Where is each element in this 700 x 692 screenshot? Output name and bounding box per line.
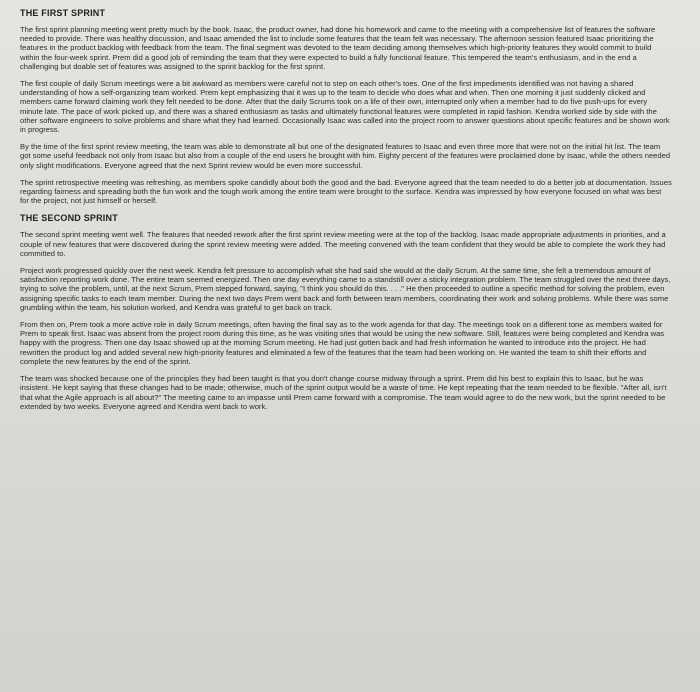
paragraph: The second sprint meeting went well. The features that needed rework after the first sprint review meeting were at the top of the backlog. Isaac made appropriate adjustments in priorities, and a couple of new features that were discovered during the sprint review meeting were added. The meeting convened with the team confident that they would be able to complete the work they had committed to. <box>20 230 666 258</box>
section-heading-first-sprint: THE FIRST SPRINT <box>20 8 106 18</box>
paragraph: From then on, Prem took a more active role in daily Scrum meetings, often having the final say as to the work agenda for that day. The meetings took on a different tone as members waited for Prem to speak first. Isaac was absent from the project room during this time, as he was visiting sites that would be using the new software. Still, features were being completed and Kendra was happy with the progress. Then one day Isaac showed up at the morning Scrum meeting. He had just gotten back and had fresh information he wanted to introduce into the project. He had rewritten the product log and added several new high-priority features and eliminated a few of the features that the team had been working on. He wanted the team to shift their efforts and complete the new features by the end of the sprint. <box>20 320 665 366</box>
paragraph: The first couple of daily Scrum meetings were a bit awkward as members were careful not to step on each other's toes. One of the first impediments identified was not having a shared understanding of how a self-organizing team worked. Prem kept emphasizing that it was up to the team to decide who does what and when. Then one morning it just suddenly clicked and members came forward claiming work they felt needed to be done. After that the daily Scrums took on a life of their own, interrupted only when a member had to do five push-ups for every minute late. The pace of work picked up, and there was a shared enthusiasm as tasks and ultimately functional features were completed in rapid fashion. Kendra worked side by side with the other software engineers to solve problems and share what they had learned. Occasionally Isaac was called into the project room to answer questions about specific features and be shown work in progress. <box>20 79 670 135</box>
paragraph: By the time of the first sprint review meeting, the team was able to demonstrate all but one of the designated features to Isaac and even three more that were not on the initial hit list. The team got some useful feedback not only from Isaac but also from a couple of the end users he brought with him. Eighty percent of the features were proclaimed done by Isaac, while the others needed only slight modifications. Everyone agreed that the next Sprint review would be even more successful. <box>20 142 671 170</box>
paragraph: Project work progressed quickly over the next week. Kendra felt pressure to accomplish what she had said she would at the daily Scrum. At the same time, she felt a tremendous amount of satisfaction reporting work done. The entire team seemed energized. Then one day everything came to a standstill over a sticky integration problem. The team struggled over the next three days, trying to solve the problem, until, at the next Scrum, Prem stepped forward, saying, "I think you should do this. . . ." He then proceeded to outline a specific method for solving the problem, even assigning specific tasks to each team member. During the next two days Prem went back and forth between team members, coordinating their work and solving problems. While there was some grumbling within the team, his solution worked, and Kendra was grateful to get back on track. <box>20 266 671 312</box>
paragraph: The sprint retrospective meeting was refreshing, as members spoke candidly about both the good and the bad. Everyone agreed that the team needed to do a better job at documentation. Issues regarding fairness and spreading both the fun work and the tough work among the entire team were brought to the surface. Kendra was impressed by how everyone focused on what was best for the project, not just himself or herself. <box>20 177 672 206</box>
paragraph: The first sprint planning meeting went pretty much by the book. Isaac, the product owner, had done his homework and came to the meeting with a comprehensive list of features the software needed to provide. There was healthy discussion, and Isaac amended the list to include some features that the team felt was necessary. The afternoon session featured Isaac prioritizing the features in the product backlog with feedback from the team. The final segment was devoted to the team deciding among themselves which high-priority features they would commit to build within the four-week sprint. Prem did a good job of reminding the team that they were expected to build a fully functional feature. This tempered the team's enthusiasm, and in the end a challenging but doable set of features was assigned to the sprint backlog for the first sprint. <box>20 25 656 71</box>
paragraph: The team was shocked because one of the principles they had been taught is that you don't change course midway through a sprint. Prem did his best to explain this to Isaac, but he was insistent. He kept saying that these changes had to be made; otherwise, much of the sprint output would be a waste of time. He kept repeating that the team needed to be flexible. "After all, isn't that what the Agile approach is all about?" The meeting came to an impasse until Prem came forward with a compromise. The team would agree to do the new work, but the sprint needed to be extended by two weeks. Everyone agreed and Kendra went back to work. <box>20 374 667 411</box>
section-heading-second-sprint: THE SECOND SPRINT <box>20 213 118 224</box>
